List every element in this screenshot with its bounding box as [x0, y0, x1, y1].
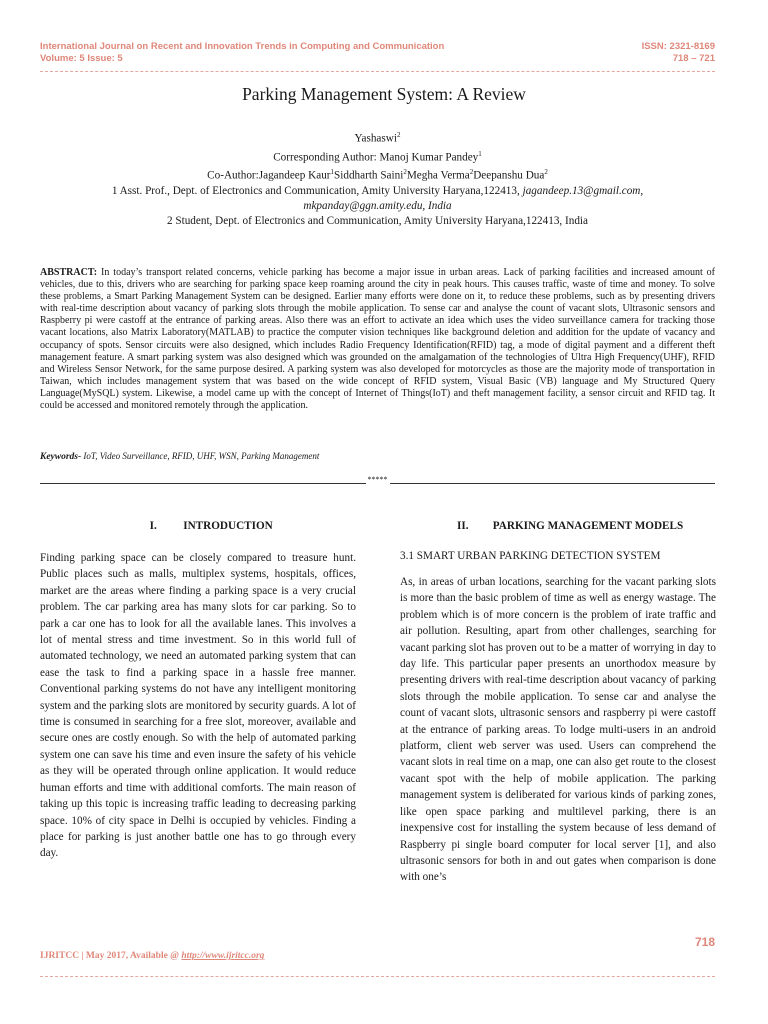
affiliation-1: [40, 184, 715, 199]
coauthor-sup-3: 2: [469, 168, 474, 177]
corresponding-author: Corresponding Author: Manoj Kumar Pandey: [273, 151, 479, 164]
abstract-text: In today’s transport related concerns, vehicle parking has become a major issue in urban areas. Lack of parking facilities and increased amount of vehicles, due to this, drivers who are searching for parking space keep roaming around the city in peak hours. This causes traffic, waste of time and money. To solve these problems, a Smart Parking Management System can be designed. Earlier many efforts were done on it, to reduce these problems, such as by presenting drivers with real-time description about vacancy of parking slots through the mobile application. To sense car and analyse the count of vacant slots, Ultrasonic sensors and Raspberry pi were castoff at the entrance of parking areas. Also there was an effort to activate an idea which uses the video surveillance camera for tracking those vacant locations, also Matrix Laboratory(MATLAB) to practice the computer vision techniques like background deletion and addition for the update of vacancy and occupancy of spots. Sensor circuits were also designed, which includes Radio Frequency Identification(RFID) tag, a mode of digital payment and a different theft management feature. A smart parking system was also designed which was grounded on the amalgamation of the technologies of Ultra High Frequency(UHF), RFID and Wireless Sensor Network, for the same purpose desired. A parking system was also developed for motorcycles as those are the majority mode of transportation in Taiwan, which includes management system that was based on the wide concept of RFID system, Visual Basic (VB) language and My Structured Query Language(MySQL) system. Likewise, a model came up with the concept of Internet of Things(IoT) and theft management facility, a sensor circuit and RFID tag. It could be accessed and monitored remotely through the application.: [40, 267, 716, 412]
models-paragraph: As, in areas of urban locations, searching for the vacant parking slots is more than the basic problem of time as well as energy wastage. The problem which is of more concern is the problem of irate traffic and air pollution. Resulting, apart from other challenges, searching for vacant parking slot has proven out to be a matter of worrying in day to day life. This particular paper presents an unorthodox measure by presenting drivers with real-time description about vacancy of parking slots through the mobile application. To sense car and analyse the count of vacant slots, ultrasonic sensors and raspberry pi were castoff at the entrance of parking areas. To lodge multi-users in an android platform, client web server was used. Users can comprehend the vacant slots in real time on a map, one can also get route to the closest vacant spot with the help of mobile application. The parking management system is deliberated for various kinds of parking zones, like open space parking and multilevel parking, there is an inexpensive cost for installing the system because of less demand of Raspberry pi single board computer for local server [1], and also ultrasonic sensors for both in and out gates when comparison is done with one’s: [400, 576, 716, 884]
header-divider: [40, 71, 715, 72]
footer-link[interactable]: http://www.ijritcc.org: [181, 951, 265, 961]
affiliation-1-email[interactable]: jagandeep.13@gmail.com,: [522, 185, 644, 198]
coauthor-1: Co-Author:Jagandeep Kaur: [207, 170, 331, 183]
journal-name: International Journal on Recent and Innovation Trends in Computing and Communication: [40, 41, 445, 52]
issn-header: [555, 41, 715, 65]
section-title: PARKING MANAGEMENT MODELS: [492, 520, 684, 532]
footer: [40, 951, 264, 961]
section-heading-introduction: [40, 520, 356, 550]
coauthor-sup-2: 2: [403, 168, 407, 177]
introduction-paragraph: Finding parking space can be closely compared to treasure hunt. Public places such as malls, multiplex systems, hospitals, offices, market are the areas where finding a parking space is a very crucial problem. The car parking area has many slots for car parking. So to park a car one has to look for all the available lanes. This involves a lot of mental stress and time investment. So in this world full of automated technology, we need an automated parking system that can ease the task to find a parking space in a hassle free manner. Conventional parking systems do not have any intelligent monitoring system and the parking slots are monitored by security guards. A lot of time is consumed in searching for a free slot, moreover, available and secure ones are costly enough. So with the help of automated parking system one can save his time and even insure the safety of his vehicle as they will be operated through online application. It would reduce human efforts and time with additional comforts. The main reason of taking up this topic is increasing traffic leading to decreasing parking space. 10% of city space in Delhi is occupied by vehicles. Finding a place for parking is just another battle one has to go through every day.: [40, 552, 356, 860]
issn: ISSN: 2321-8169: [641, 41, 715, 52]
section-number: II.: [457, 520, 469, 532]
footer-divider: [40, 976, 715, 977]
separator-stars: *****: [367, 475, 388, 484]
coauthor-sup-1: 1: [330, 168, 335, 177]
journal-volume: Volume: 5 Issue: 5: [40, 53, 123, 64]
abstract-label: ABSTRACT:: [40, 267, 98, 278]
author-name: Yashaswi: [354, 132, 397, 145]
coauthor-2: Siddharth Saini: [334, 170, 404, 183]
right-column: [400, 520, 716, 886]
author-block: [40, 128, 715, 229]
keywords: [40, 451, 715, 462]
keywords-text: IoT, Video Surveillance, RFID, UHF, WSN, Parking Management: [81, 451, 320, 461]
affiliation-1-email2[interactable]: mkpanday@ggn.amity.edu, India: [303, 200, 452, 213]
affiliation-1-email2-line: [40, 199, 715, 214]
coauthor-line: [40, 165, 715, 184]
corresponding-sup: 1: [478, 149, 482, 158]
coauthor-3: Megha Verma: [406, 170, 470, 183]
footer-text: IJRITCC | May 2017, Available @: [40, 951, 182, 961]
section-number: I.: [149, 520, 157, 532]
separator-line-left: [40, 477, 366, 484]
affiliation-2: 2 Student, Dept. of Electronics and Communication, Amity University Haryana,122413, India: [166, 215, 588, 228]
keywords-label: Keywords-: [40, 452, 82, 462]
section-title: INTRODUCTION: [183, 520, 273, 532]
section-separator: [40, 476, 715, 484]
coauthor-4: Deepanshu Dua: [473, 170, 545, 183]
corresponding-author-line: [40, 147, 715, 166]
section-heading-models: [400, 520, 716, 550]
paper-title: Parking Management System: A Review: [242, 84, 526, 104]
journal-header: [40, 41, 520, 65]
coauthor-sup-4: 2: [544, 168, 548, 177]
subsection-heading: 3.1 SMART URBAN PARKING DETECTION SYSTEM: [400, 550, 661, 562]
left-column: [40, 520, 356, 862]
abstract: [40, 267, 715, 412]
separator-line-right: [390, 477, 716, 484]
author-line: [40, 128, 715, 147]
affiliation-1-text: 1 Asst. Prof., Dept. of Electronics and Communication, Amity University Haryana,122413,: [111, 185, 523, 198]
page-range: 718 – 721: [672, 53, 715, 64]
page-number: 718: [694, 935, 715, 949]
author-sup: 2: [396, 131, 401, 139]
